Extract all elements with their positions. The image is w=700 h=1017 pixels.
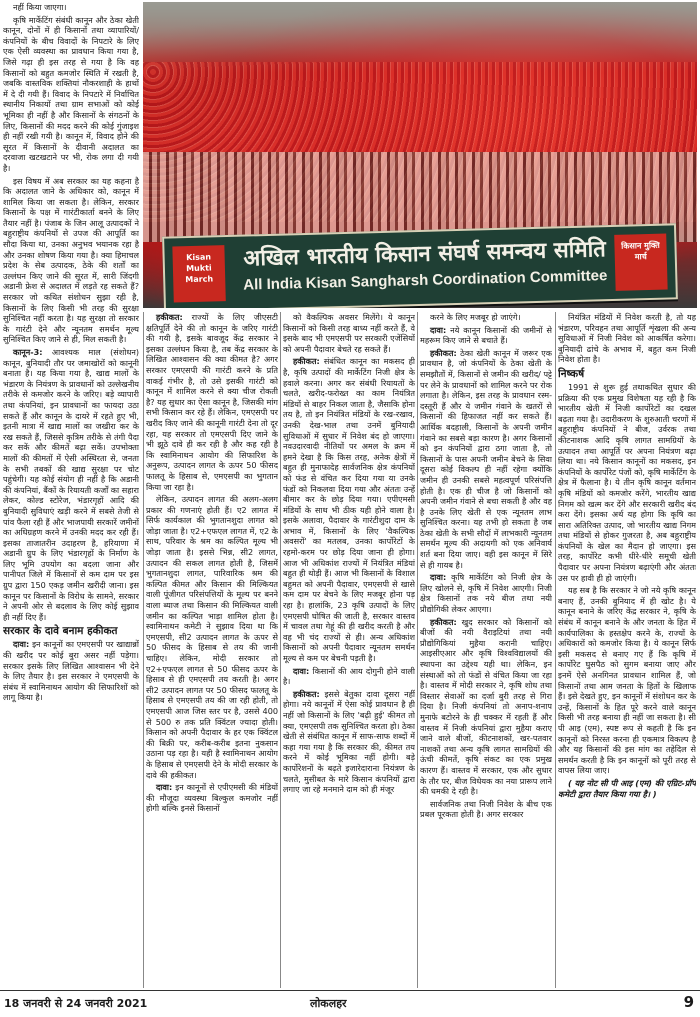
- paragraph-text: सार्वजनिक तथा निजी निवेश के बीच एक प्रबल पूरकता होती है। अगर सरकार: [420, 798, 552, 820]
- paragraph-text: ठेका खेती कानून में जरूर एक प्रावधान है, जो कंपनियों के ठेका खेती के समझौतों में, किसानों से जमीन की खरीद/ पट्टे पर लेने के प्रावधानों को शामिल करने पर रोक लगाता है। लेकिन, इस तरह के प्रावधान रस्म-दस्तूरी हैं और ये जमीन गंवाने के खतरों से किसानों की हिफाजत नहीं कर सकते हैं। आर्थिक बदहाली, किसानों के अपनी जमीन गंवाने का सबसे बड़ा कारण है। अगर किसानों को इन कंपनियों द्वारा ठगा जाता है, तो किसानों के पास अपनी जमीन बेचने के सिवा दूसरा कोई विकल्प ही नहीं रहेगा क्योंकि जमीन ही उनकी सबसे महत्वपूर्ण परिसंपत्ति होती है। एक ही चीज है जो किसानों को अपनी जमीन गंवाने से बचा सकती है और वह है उनके लिए खेती से एक न्यूनतम लाभ सुनिश्चित करना। यह तभी हो सकता है जब ठेका खेती के सभी सौदों में लाभकारी न्यूनतम समर्थन मूल्य की अदायगी को एक अनिवार्य शर्त बना दिया जाए। वही इस कानून में सिरे से ही गायब है।: [420, 347, 552, 570]
- paragraph-text: किसानों की आय दोगुनी होने वाली है।: [283, 665, 415, 687]
- paragraph-text: इस विषय में अब सरकार का यह कहना है कि अदालत जाने के अधिकार को, कानून में शामिल किया जा सकता है। लेकिन, सरकार किसानों के पक्ष में गारंटीकार्ता बनने के लिए तैयार नहीं है। पंजाब के जिन आलू उत्पादकों ने बहुराष्ट्रीय कंपनियों से उपज की आपूर्ति का सौदा किया था, उनका अनुभव भयानक रहा है और उनका शोषण किया गया है। क्या हिमाचल प्रदेश के सेब उत्पादक, ठेके की शर्तों का उल्लंघन किए जाने की सूरत में, सारी जिंदगी अडानी फ्रेश से अदालत में लड़ते रह सकते हैं? सरकार जो कथित संशोधन सुझा रही है, किसानों के लिए किसी भी तरह की सुरक्षा सुनिश्चित नहीं करता है। यह सुरक्षा तो सरकार के गारंटी देने और न्यूनतम समर्थन मूल्य सुनिश्चित किए जाने से ही, मिल सकती है।: [3, 175, 139, 345]
- section-heading: सरकार के दावे बनाम हकीकत: [3, 625, 118, 638]
- article-paragraph: [558, 382, 696, 583]
- article-paragraph: [3, 347, 139, 622]
- article-paragraph: [146, 782, 278, 814]
- article-column-3: [283, 312, 415, 988]
- article-paragraph: [420, 617, 552, 797]
- paragraph-text: खुद सरकार को किसानों को बीजों की नयी वैराइटियां तथा नयी प्रौद्योगिकियां मुहैया करानी चाहिए। आइसीएआर और कृषि विश्वविद्यालयों की स्थापना का उद्देश्य यही था। लेकिन, इन संस्थाओं को तो फंडों से वंचित किया जा रहा है। वास्तव में मोदी सरकार ने, कृषि शोध तथा विस्तार सेवाओं का दर्जा बुरी तरह से गिरा दिया है। निजी कंपनियां तो अनाप-शनाप मुनाफे बटोरने के ही चक्कर में रहती हैं और वास्तव में निजी कंपनियां द्वारा मुहैया कराए जाने वाले बीजों, कीटनाशकों, खर-पतवार नाशकों तथा अन्य कृषि लागत सामग्रियों की ऊंची कीमतें, कृषि संकट का एक प्रमुख कारण हैं। वास्तव में सरकार, एक और सुधार के तौर पर, बीज विधेयक का नया प्रारूप लाने की धमकी दे रही है।: [420, 616, 552, 797]
- banner-english-text: All India Kisan Sangharsh Coordination Committee: [243, 267, 608, 294]
- paragraph-text: इन कानूनों से एपीएमसी की मंडियों की मौजूदा व्यवस्था बिल्कुल कमजोर नहीं होगी बल्कि इनसे किसानों: [146, 782, 278, 814]
- article-paragraph: [558, 312, 696, 365]
- paragraph-keyword: हकीकत:: [430, 347, 457, 358]
- page-number: 9: [683, 993, 694, 1011]
- article-column-2: [146, 312, 278, 988]
- paragraph-text: नियंत्रित मंडियों में निवेश करती है, तो यह भंडारण, परिवहन तथा आपूर्ति शृंखला की अन्य सुविधाओं में निजी निवेश को आकर्षित करेगा। बुनियादी ढांचे के अभाव में, बहुत कम निजी निवेश होता है।: [558, 312, 696, 365]
- paragraph-text: कृषि मार्केटिंग संबंधी कानून और ठेका खेती कानून, दोनों में ही किसानों तथा व्यापारियों/ कंपनियों के बीच विवादों के निपटारे के लिए एक ऐसी व्यवस्था का प्रावधान किया गया है, जिसे गढ़ा ही इस तरह से गया है कि वह किसानों को बहुत कमजोर स्थिति में रखती है, जबकि वास्तविक शक्तियां नौकरशाही के हाथों में दे दी गयी हैं। विवाद के निपटारे में निर्वाचित स्थानीय निकायों तथा ग्राम सभाओं को कोई भूमिका ही नहीं है और किसानों के संगठनों के लिए, किसानों की मदद करने की कोई गुंजाइश ही नहीं रखी गयी है। कानून में, विवाद होने की सूरत में किसानों के दीवानी अदालत का दरवाजा खटखटाने पर भी, रोक लगा दी गयी है।: [3, 14, 139, 173]
- protest-march-photo: [143, 2, 697, 308]
- paragraph-text: इससे बेतुका दावा दूसरा नहीं होगा। नये कानूनों में ऐसा कोई प्रावधान है ही नहीं जो किसानों के लिए 'बढ़ी हुई' कीमत तो क्या, एमएसपी तक सुनिश्चित करता हो। ठेका खेती से संबंधित कानून में साफ-साफ शब्दों में कहा गया गया है कि सरकार की, कीमत तय करने में कोई भूमिका नहीं होगी। बड़े कार्पोरेशनों के बढ़ते इजारेदाराना नियंत्रण के चलते, मुसीबत के मारे किसान कंपनियों द्वारा लगाए जा रहे मनमाने दाम को ही मंजूर: [283, 688, 415, 795]
- paragraph-keyword: हकीकत:: [430, 616, 457, 627]
- publication-name: लोकलहर: [310, 997, 347, 1010]
- paragraph-keyword: हकीकत:: [156, 312, 183, 322]
- paragraph-keyword: दावा:: [13, 639, 30, 650]
- paragraph-text: को वैकल्पिक अवसर मिलेंगे। ये कानून किसानों को किसी तरह बाध्य नहीं करते हैं, वे इसके बाद भी एमएसपी पर सरकारी एजेंसियों को अपनी पैदावार बेचते रह सकते हैं।: [283, 312, 415, 354]
- banner-logo-left: Kisan Mukti March: [172, 245, 225, 302]
- paragraph-text: संबंधित कानून का मकसद ही है, कृषि उत्पादों की मार्केटिंग निजी क्षेत्र के हवाले करना। अगर कर संबंधी रियायतों के चलते, खरीद-फरोख्त का काम नियंत्रित मंडियों से बाहर निकल जाता है, जैसाकि होना तय है, तो इन नियंत्रित मंडियों के रख-रखाव, उनकी देख-भाल तथा उनमें बुनियादी सुविधाओं में सुधार में निवेश बंद हो जाएगा। नवउदारवादी नीतियों पर अमल के क्रम में हमने देखा है कि किस तरह, अनेक क्षेत्रों में बहुत ही मुनाफादेह सार्वजनिक क्षेत्र कंपनियों को फंड से वंचित कर दिया गया या उनके फंडों को निकलवा दिया गया और अंततः उन्हें बीमार कर के छोड़ दिया गया। एपीएमसी मंडियों के साथ भी ठीक यही होने वाला है। इसके अलावा, पैदावार के गारंटीशुदा दाम के अभाव में, किसानों के लिए 'वैकल्पिक अवसरों' का मतलब, उनका कार्पोरेटों के रहमो-करम पर छोड़ दिया जाना ही होगा। आज भी अधिकांश राज्यों में नियंत्रित मंडियां बहुत ही थोड़ी हैं। आज भी किसानों के विशाल बहुमत को अपनी पैदावार, एमएसपी से खासे कम दाम पर बेचने के लिए मजबूर होना पड़ रहा है। हालांकि, 23 कृषि उत्पादों के लिए एमएसपी घोषित की जाती है, सरकार वास्तव में चावल तथा गेहूं की ही खरीद करती है और वह भी चंद राज्यों से ही। अन्य अधिकांश किसानों को अपनी पैदावार न्यूनतम समर्थन मूल्य से कम पर बेचनी पड़ती है।: [283, 356, 415, 663]
- article-paragraph: [558, 585, 696, 776]
- article-paragraph: [3, 176, 139, 346]
- article-paragraph: [420, 799, 552, 820]
- banner-logo-right: किसान मुक्ति मार्च: [614, 234, 667, 291]
- paragraph-text: यह सब है कि सरकार ने जो नये कृषि कानून बनाए हैं, उनकी बुनियाद में ही खोट है। ये कानून बनाने के जरिए केंद्र सरकार ने, कृषि के संबंध में कानून बनाने के और जनता के हित में कार्यपालिका के हस्तक्षेप करने के, राज्यों के अधिकारों को कमजोर किया है। ये कानून सिर्फ इसी मकसद से बनाए गए हैं कि कृषि में कार्पोरेट घुसपैठ को सुगम बनाया जाए और इनमें ऐसे अनगिनत प्रावधान शामिल हैं, जो किसानों तथा आम जनता के हितों के खिलाफ हैं। इसे देखते हुए, इन कानूनों में संशोधन कर के उन्हें, किसानों के हित पूरे करने वाले कानून किसी भी तरह बनाया ही नहीं जा सकता है। सी पी आइ (एम), स्पष्ट रूप से कहती है कि इन कानूनों को निरस्त करना ही एकमात्र विकल्प है और यह किसानों की इस मांग का तहेदिल से समर्थन करती है कि इन कानूनों को पूरी तरह से वापस लिया जाए।: [558, 585, 696, 776]
- paragraph-text: ( यह नोट सी पी आइ (एम) की एग्रिट-प्रॉप कमेटी द्वारा तैयार किया गया है। ): [558, 777, 696, 799]
- paragraph-keyword: हकीकत:: [293, 688, 320, 699]
- paragraph-keyword: दावा:: [430, 324, 447, 335]
- article-paragraph: [3, 639, 139, 703]
- article-paragraph: [420, 348, 552, 570]
- article-column-4: [420, 312, 552, 988]
- paragraph-keyword: दावा:: [156, 782, 173, 793]
- article-paragraph: [283, 312, 415, 354]
- article-paragraph: [283, 689, 415, 795]
- paragraph-keyword: दावा:: [293, 665, 310, 676]
- column-divider: [555, 312, 556, 988]
- paragraph-text: आवश्यक माल (संशोधन) कानून, बुनियादी तौर पर जमाखोरों को कानूनी बनाता है। यह किया गया है, खाद्य मालों के भंडारण के नियंत्रण के प्रावधानों को उल्लेखनीय तरीके से कमजोर करने के जरिए। बड़े व्यापारी तथा कंपनियां, इन प्रावधानों का फायदा उठा सकते हैं और कानून के दायरे में रहते हुए भी, इतनी मात्रा में खाद्य मालों का जखीरा कर के रख सकते हैं, जिससे कृत्रिम तरीके से तंगी पैदा कर सकें और कीमतें बढ़ा सकें। उपभोक्ता मालों की कीमतों में ऐसी अस्थिरता से, जनता के सभी तबकों की खाद्य सुरक्षा पर चोट पहुंचेगी। यह कोई संयोग ही नहीं है कि अडानी की कंपनियां, बैंकों के रियायती कर्जों का सहारा लेकर, कोल्ड स्टोरेज, भंडारगृहों आदि की बुनियादी सुविधाएं खड़ी करने में सबसे तेजी से पांव फैला रही हैं और भाजपायी सरकारें जमीनों का अधिग्रहण करने में उनकी मदद कर रही हैं। इसका ताजातरीन उदाहरण है, हरियाणा में अडानी ग्रुप के लिए भंडारगृहों के निर्माण के लिए भूमि उपयोग का बदला जाना और पानीपत जिले में किसानों से कम दाम पर इस ग्रुप द्वारा 150 एकड़ जमीन खरीदी जाना। इस कानून पर किसानों के विरोध के सामने, सरकार ने अपनी ओर से बदलाव के लिए कोई सुझाव ही नहीं दिए हैं।: [3, 347, 139, 622]
- article-column-5: [558, 312, 696, 988]
- article-paragraph: [420, 312, 552, 323]
- paragraph-keyword: हकीकत:: [293, 356, 320, 367]
- issue-date: 18 जनवरी से 24 जनवरी 2021: [4, 997, 148, 1010]
- paragraph-text: लेकिन, उत्पादन लागत की अलग-अलग प्रकार की गणनाएं होती हैं। ए2 लागत में सिर्फ कार्यकाल की भुगतानशुदा लागत को जोड़ा जाता है। ए2+एफएल लागत में, ए2 के साथ, परिवार के श्रम का कल्पित मूल्य भी जोड़ा जाता है। इससे भिन्न, सी2 लागत, उत्पादन की सकल लागत होती है, जिसमें भुगतानशुदा लागत, पारिवारिक श्रम की कल्पित कीमत और किसान की मिल्कियत वाली पूंजीगत परिसंपत्तियों के मूल्य पर बनने वाला ब्याज तथा किसान की मिल्कियत वाली जमीन का कल्पित भाड़ा शामिल होता है। स्वामिनाथन कमेटी ने सुझाव दिया था कि एमएसपी, सी2 उत्पादन लागत के ऊपर से 50 फीसद के हिसाब से तय की जानी चाहिए। लेकिन, मोदी सरकार तो ए2+एफएल लागत से 50 फीसद ऊपर के हिसाब से ही एमएसपी तय करती है। अगर सी2 उत्पादन लागत पर 50 फीसद फालतू के हिसाब से एमएसपी तय की जा रही होती, तो एमएसपी आज जिस स्तर पर है, उससे 400 से 500 रु तक प्रति क्विंटल ज्यादा होती। किसान को अपनी पैदावार के हर एक क्विंटल की बिक्री पर, करीब-करीब इतना नुकसान उठाना पड़ रहा है। यही है स्वामिनाथन आयोग के हिसाब से एमएसपी देने के मोदी सरकार के दावे की हकीकत।: [146, 494, 278, 780]
- paragraph-text: राज्यों के लिए जीएसटी क्षतिपूर्ति देने की तो कानून के जरिए गारंटी की गयी है, इसके बावजूद केंद्र सरकार ने इसका उल्लंघन किया है, तब केंद्र सरकार के लिखित आश्वासन की क्या कीमत है? अगर सरकार एमएसपी की गारंटी करने के प्रति वाकई गंभीर है, तो उसे इसकी गारंटी को कानून में शामिल करने से क्या चीज रोकती है? यह सुधार का ऐसा कानून है, जिसकी मांग सभी किसान कर रहे हैं। लेकिन, एमएसपी पर खरीद किए जाने की कानूनी गारंटी देना तो दूर रहा, यह सरकार तो एमएसपी दिए जाने के भी झूठे दावे ही कर रही है और कह रही है कि स्वामिनाथन आयोग की सिफारिश के अनुरूप, उत्पादन लागत के ऊपर 50 फीसद फालतू के हिसाब से, एमएसपी का भुगतान किया जा रहा है।: [146, 312, 278, 492]
- article-paragraph: [146, 494, 278, 780]
- paragraph-text: नये कानून किसानों की जमीनों से महरूम किए जाने से बचाते हैं।: [420, 324, 552, 346]
- article-column-1: [3, 2, 139, 990]
- paragraph-text: कृषि मार्केटिंग को निजी क्षेत्र के लिए खोलने से, कृषि में निवेश आएगी। निजी क्षेत्र किसानों तक नये बीज तथा नयी प्रौद्योगिकी लेकर आएगा।: [420, 572, 552, 615]
- protest-banner: [162, 223, 678, 308]
- section-heading: निष्कर्ष: [558, 367, 585, 380]
- article-paragraph: [420, 325, 552, 346]
- column-divider: [280, 312, 281, 988]
- column-divider: [143, 312, 144, 988]
- article-paragraph: [283, 356, 415, 663]
- paragraph-keyword: कानून-3:: [13, 347, 43, 357]
- article-paragraph: [558, 778, 696, 799]
- page-footer: [0, 990, 700, 1017]
- paragraph-text: इन कानूनों का एमएसपी पर खाद्यान्नों की खरीद पर कोई बुरा असर नहीं पड़ेगा। सरकार इसके लिए लिखित आश्वासन भी देने के लिए तैयार है। इस सरकार ने एमएसपी के संबंध में स्वामिनाथन आयोग की सिफारिशों को लागू किया है।: [3, 639, 139, 703]
- banner-hindi-text: अखिल भारतीय किसान संघर्ष समन्वय समिति: [243, 237, 607, 272]
- paragraph-text: करने के लिए मजबूर हो जाएंगे।: [430, 312, 521, 322]
- article-paragraph: [146, 312, 278, 492]
- article-paragraph: [3, 2, 139, 13]
- article-paragraph: [420, 572, 552, 614]
- column-divider: [417, 312, 418, 988]
- article-paragraph: [283, 666, 415, 687]
- article-paragraph: [3, 15, 139, 174]
- paragraph-keyword: दावा:: [430, 572, 447, 583]
- paragraph-text: नहीं किया जाएगा।: [13, 2, 67, 12]
- paragraph-text: 1991 से शुरू हुई तथाकथित सुधार की प्रक्रिया की एक प्रमुख विशेषता यह रही है कि भारतीय खेती में निजी कार्पोरेटों का दखल बढ़ता गया है। उदारीकरण के शुरुआती चरणों में बहुराष्ट्रीय कंपनियों ने बीज, उर्वरक तथा कीटनाशक आदि कृषि लागत सामग्रियों के उत्पादन तथा आपूर्ति पर अपना नियंत्रण बढ़ा लिया था। नये किसान कानूनों का मकसद, इन कंपनियों के कार्पोरेट पंजों को, कृषि मार्केटिंग के क्षेत्र में फैलाना है। ये तीन कृषि कानून वर्तमान कृषि मंडियों को कमजोर करेंगे, भारतीय खाद्य निगम को खत्म कर देंगे और सरकारी खरीद बंद करा देंगे। इसका अर्थ यह होगा कि कृषि का सारा अतिरिक्त उत्पाद, जो भारतीय खाद्य निगम तथा मंडियों से होकर गुजरता है, अब बहुराष्ट्रीय कंपनियों के खेल का मैदान हो जाएगा। इस तरह, कार्पोरेट कभी धीरे-धीरे समूची खेती पैदावार पर अपना नियंत्रण बढ़ाएंगी और अंततः उस पर हावी ही हो जाएंगी।: [558, 381, 696, 583]
